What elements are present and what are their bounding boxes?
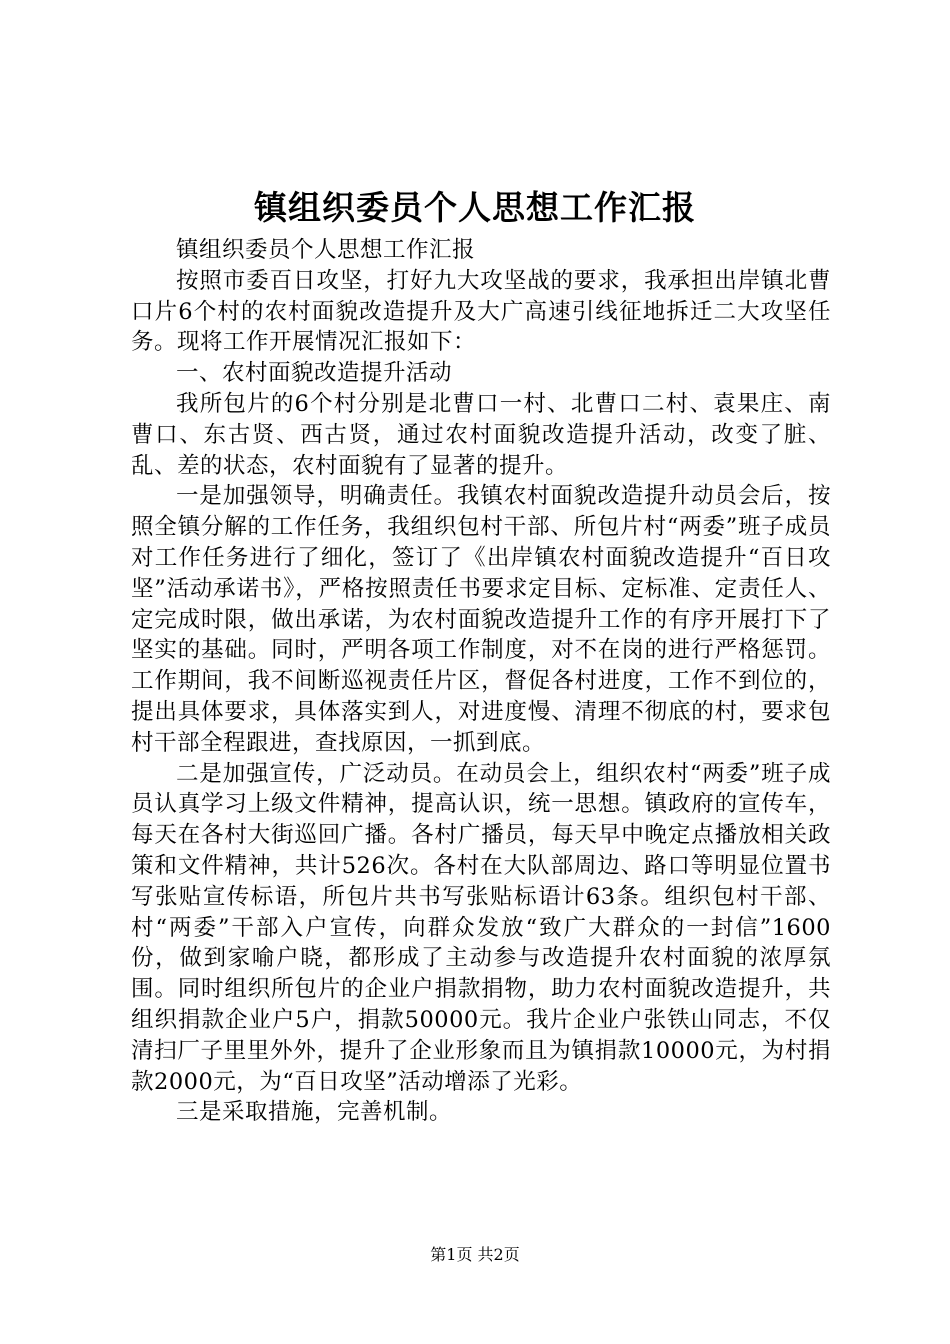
paragraph-leadership: 一是加强领导，明确责任。我镇农村面貌改造提升动员会后，按照全镇分解的工作任务，我组织包村干部、所包片村“两委”班子成员对工作任务进行了细化，签订了《出岸镇农村面貌改造提升“百日攻坚”活动承诺书》，严格按照责任书要求定目标、定标准、定责任人、定完成时限，做出承诺，为农村面貌改造提升工作的有序开展打下了坚实的基础。同时，严明各项工作制度，对不在岗的进行严格惩罚。工作期间，我不间断巡视责任片区，督促各村进度，工作不到位的，提出具体要求，具体落实到人，对进度慢、清理不彻底的村，要求包村干部全程跟进，查找原因，一抓到底。 bbox=[131, 483, 831, 756]
paragraph-intro: 按照市委百日攻坚，打好九大攻坚战的要求，我承担出岸镇北曹口片6个村的农村面貌改造提升及大广高速引线征地拆迁二大攻坚任务。现将工作开展情况汇报如下： bbox=[131, 267, 831, 356]
section-heading-1: 一、农村面貌改造提升活动 bbox=[176, 360, 453, 387]
document-title: 镇组织委员个人思想工作汇报 bbox=[254, 188, 696, 227]
paragraph-villages: 我所包片的6个村分别是北曹口一村、北曹口二村、袁果庄、南曹口、东古贤、西古贤，通过农村面貌改造提升活动，改变了脏、乱、差的状态，农村面貌有了显著的提升。 bbox=[131, 390, 831, 479]
page-number-footer: 第1页 共2页 bbox=[430, 1245, 520, 1264]
paragraph-measures: 三是采取措施，完善机制。 bbox=[176, 1099, 453, 1126]
paragraph-subtitle: 镇组织委员个人思想工作汇报 bbox=[176, 237, 476, 263]
paragraph-publicity: 二是加强宣传，广泛动员。在动员会上，组织农村“两委”班子成员认真学习上级文件精神，提高认识，统一思想。镇政府的宣传车，每天在各村大街巡回广播。各村广播员，每天早中晚定点播放相关政策和文件精神，共计526次。各村在大队部周边、路口等明显位置书写张贴宣传标语，所包片共书写张贴标语计63条。组织包村干部、村“两委”干部入户宣传，向群众发放“致广大群众的一封信”1600份，做到家喻户晓，都形成了主动参与改造提升农村面貌的浓厚氛围。同时组织所包片的企业户捐款捐物，助力农村面貌改造提升，共组织捐款企业户5户，捐款50000元。我片企业户张铁山同志，不仅清扫厂子里里外外，提升了企业形象而且为镇捐款10000元，为村捐款2000元，为“百日攻坚”活动增添了光彩。 bbox=[131, 760, 831, 1095]
document-body bbox=[131, 235, 831, 1128]
